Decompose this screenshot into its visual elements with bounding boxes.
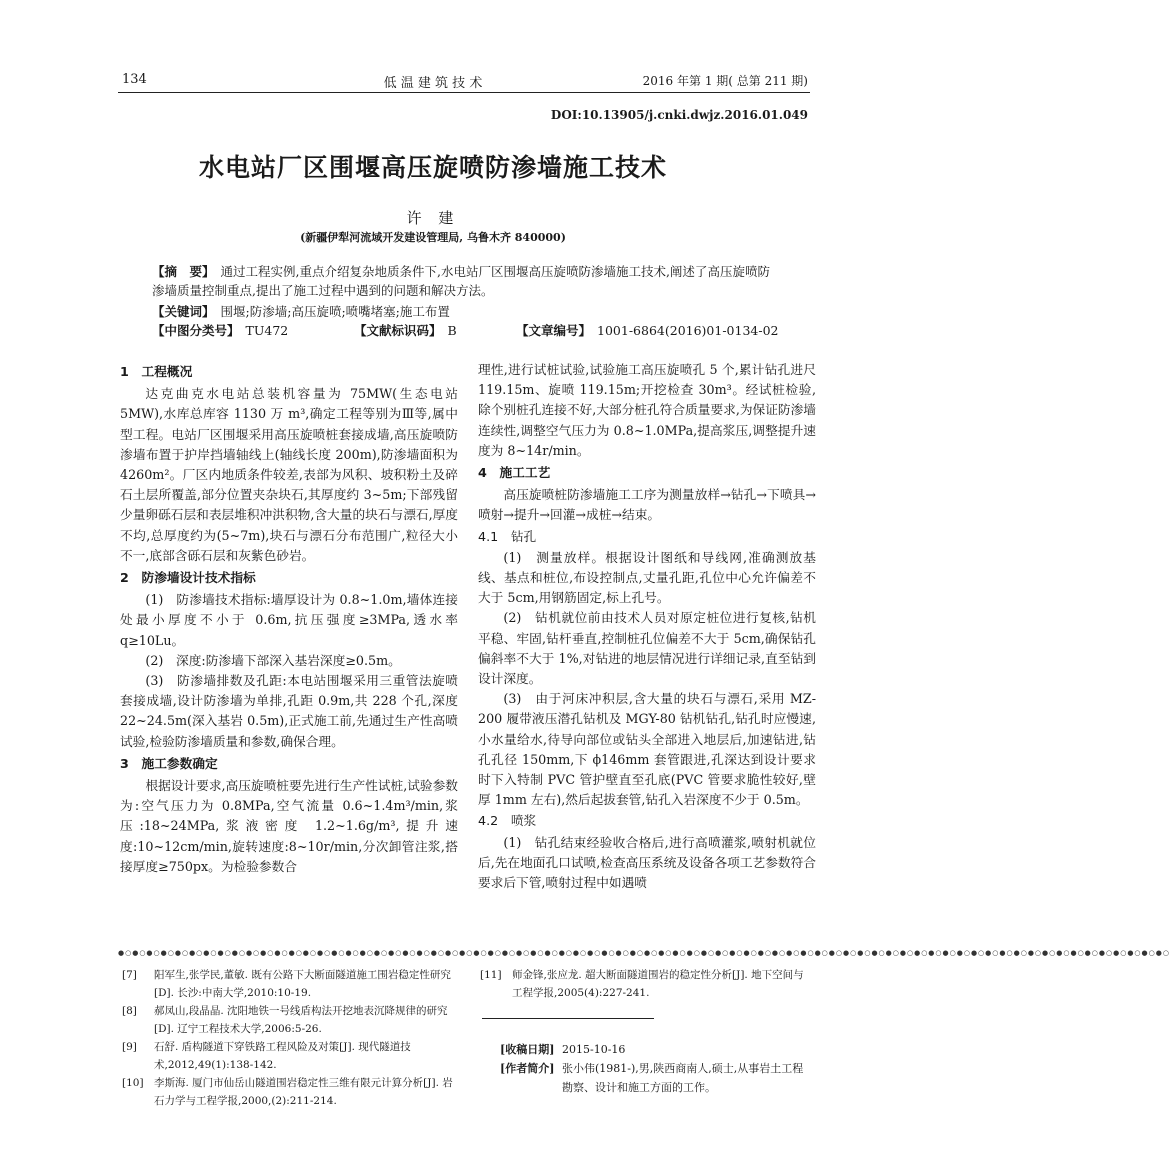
reference-item: [10] 李斯海. 厦门市仙岳山隧道围岩稳定性三维有限元计算分析[J]. 岩石力学与工程学报,2000,(2):211-214. xyxy=(122,1077,453,1107)
reference-item: [7] 阳军生,张学民,董敏. 既有公路下大断面隧道施工围岩稳定性研究[D]. 长沙:中南大学,2010:10-19. xyxy=(122,969,451,999)
reference-item: [8] 郝凤山,段晶晶. 沈阳地铁一号线盾构法开挖地表沉降规律的研究[D]. 辽宁工程技术大学,2006:5-26. xyxy=(122,1005,448,1035)
doc-code-label: 【文献标识码】 xyxy=(354,323,442,338)
paragraph: (3) 由于河床冲积层,含大量的块石与漂石,采用 MZ-200 履带液压潜孔钻机及 MGY-80 钻机钻孔,钻孔时应慢速,小水量给水,待导向部位或钻头全部进入地层后,加速钻进,钻孔孔径 150mm,下 ϕ146mm 套管跟进,孔深达到设计要求时下入特制 PVC 管护壁直至孔底(PVC 管要求脆性较好,壁厚 1mm 左右),然后起拔套管,钻孔入岩深度不少于 0.5m。 xyxy=(478,691,816,808)
subsection-heading: 4.1 钻孔 xyxy=(478,528,537,544)
footnote-rule xyxy=(482,1018,654,1019)
reference-item: [9] 石舒. 盾构隧道下穿铁路工程风险及对策[J]. 现代隧道技术,2012,49(1):138-142. xyxy=(122,1041,411,1071)
section-heading: 2 防渗墙设计技术指标 xyxy=(120,570,256,586)
abstract-label: 【摘 要】 xyxy=(152,264,215,279)
section-heading: 4 施工工艺 xyxy=(478,465,551,481)
page-number: 134 xyxy=(122,72,147,87)
article-id-value: 1001-6864(2016)01-0134-02 xyxy=(597,323,779,338)
paragraph: (1) 防渗墙技术指标:墙厚设计为 0.8~1.0m,墙体连接处最小厚度不小于 0.6m,抗压强度≥3MPa,透水率 q≥10Lu。 xyxy=(120,592,458,648)
dotted-separator: ●○●○●○●○●○●○●○●○●○●○●○●○●○●○●○●○●○●○●○●○●○●○●○●○●○●○●○●○●○●○●○●○●○●○●○●○●○●○●○●○●○●○●○●○●○●○●○●○●○●○●○●○●○●○●○●○●○●○●○●○●○●○●○●○●○●○●○●○●○●○●○●○●○●○ xyxy=(118,949,1170,957)
paragraph: (1) 测量放样。根据设计图纸和导线网,准确测放基线、基点和桩位,布设控制点,丈量孔距,孔位中心允许偏差不大于 5cm,用钢筋固定,标上孔号。 xyxy=(478,549,816,606)
reference-item: [11] 师金锋,张应龙. 超大断面隧道围岩的稳定性分析[J]. 地下空间与工程学报,2005(4):227-241. xyxy=(480,969,804,999)
references-right xyxy=(480,966,810,1002)
abstract xyxy=(152,262,782,300)
author-bio: [作者简介] 张小伟(1981-),男,陕西商南人,硕士,从事岩土工程勘察、设计和施工方面的工作。 xyxy=(500,1062,804,1094)
article-id-label: 【文章编号】 xyxy=(516,323,592,338)
doi: DOI:10.13905/j.cnki.dwjz.2016.01.049 xyxy=(550,108,808,122)
doc-code-value: B xyxy=(447,323,457,338)
author: 许 建 xyxy=(406,209,460,227)
received-date: [收稿日期] 2015-10-16 xyxy=(500,1043,626,1056)
paragraph: (2) 钻机就位前由技术人员对原定桩位进行复核,钻机平稳、牢固,钻杆垂直,控制桩孔位偏差不大于 5cm,确保钻孔偏斜率不大于 1%,对钻进的地层情况进行详细记录,直至钻到设计深度。 xyxy=(478,610,816,687)
section-heading: 3 施工参数确定 xyxy=(120,755,218,771)
header-rule xyxy=(118,92,810,93)
section-heading: 1 工程概况 xyxy=(120,364,193,379)
affiliation: (新疆伊犁河流域开发建设管理局, 乌鲁木齐 840000) xyxy=(300,231,566,244)
paragraph: 达克曲克水电站总装机容量为 75MW(生态电站 5MW),水库总库容 1130 万 m³,确定工程等别为Ⅲ等,属中型工程。电站厂区围堰采用高压旋喷桩套接成墙,高压旋喷防渗墙布置于护岸挡墙轴线上(轴线长度 200m),防渗墙面积为 4260m²。厂区内地质条件较差,表部为风积、坡积粉土及碎石土层所覆盖,部分位置夹杂块石,其厚度约 3~5m;下部残留少量卵砾石层和表层堆积冲洪积物,含大量的块石与漂石,厚度不均,总厚度约为(5~7m),块石与漂石分布范围广,粒径大小不一,底部含砾石层和灰紫色砂岩。 xyxy=(120,386,458,563)
paragraph: (3) 防渗墙排数及孔距:本电站围堰采用三重管法旋喷套接成墙,设计防渗墙为单排,孔距 0.9m,共 228 个孔,深度 22~24.5m(深入基岩 0.5m),正式施工前,先通过生产性高喷试验,检验防渗墙质量和参数,确保合理。 xyxy=(120,673,458,749)
keywords xyxy=(152,302,782,321)
article-meta xyxy=(500,1040,810,1097)
clc-label: 【中图分类号】 xyxy=(152,323,240,338)
keywords-label: 【关键词】 xyxy=(152,304,215,319)
paragraph: (1) 钻孔结束经验收合格后,进行高喷灌浆,喷射机就位后,先在地面孔口试喷,检查高压系统及设备各项工艺参数符合要求后下管,喷射过程中如遇喷 xyxy=(478,834,816,891)
paragraph: (2) 深度:防渗墙下部深入基岩深度≥0.5m。 xyxy=(145,652,401,668)
left-column xyxy=(120,360,458,877)
keywords-text: 围堰;防渗墙;高压旋喷;喷嘴堵塞;施工布置 xyxy=(220,304,450,319)
paragraph: 理性,进行试桩试验,试验施工高压旋喷孔 5 个,累计钻孔进尺 119.15m、旋喷 119.15m;开挖检查 30m³。经试桩检验,除个别桩孔连接不好,大部分桩孔符合质量要求,为保证防渗墙连续性,调整空气压力为 0.8~1.0MPa,提高浆压,调整提升速度为 8~14r/min。 xyxy=(478,362,816,458)
clc-value: TU472 xyxy=(245,323,289,338)
subsection-heading: 4.2 喷浆 xyxy=(478,813,537,829)
references-left xyxy=(122,966,458,1110)
paragraph: 高压旋喷桩防渗墙施工工序为测量放样→钻孔→下喷具→喷射→提升→回灌→成桩→结束。 xyxy=(478,487,816,523)
page-title: 水电站厂区围堰高压旋喷防渗墙施工技术 xyxy=(198,153,667,182)
classification xyxy=(152,321,782,340)
issue-info: 2016 年第 1 期( 总第 211 期) xyxy=(642,74,808,88)
abstract-text: 通过工程实例,重点介绍复杂地质条件下,水电站厂区围堰高压旋喷防渗墙施工技术,阐述了高压旋喷防渗墙质量控制重点,提出了施工过程中遇到的问题和解决方法。 xyxy=(152,264,770,298)
right-column xyxy=(478,360,816,893)
paragraph: 根据设计要求,高压旋喷桩要先进行生产性试桩,试验参数为:空气压力为 0.8MPa,空气流量 0.6~1.4m³/min,浆压:18~24MPa,浆液密度 1.2~1.6g/m³,提升速度:10~12cm/min,旋转速度:8~10r/min,分次卸管注浆,搭接厚度≥750px。为检验参数合 xyxy=(120,778,458,874)
journal-name: 低 温 建 筑 技 术 xyxy=(383,76,483,91)
